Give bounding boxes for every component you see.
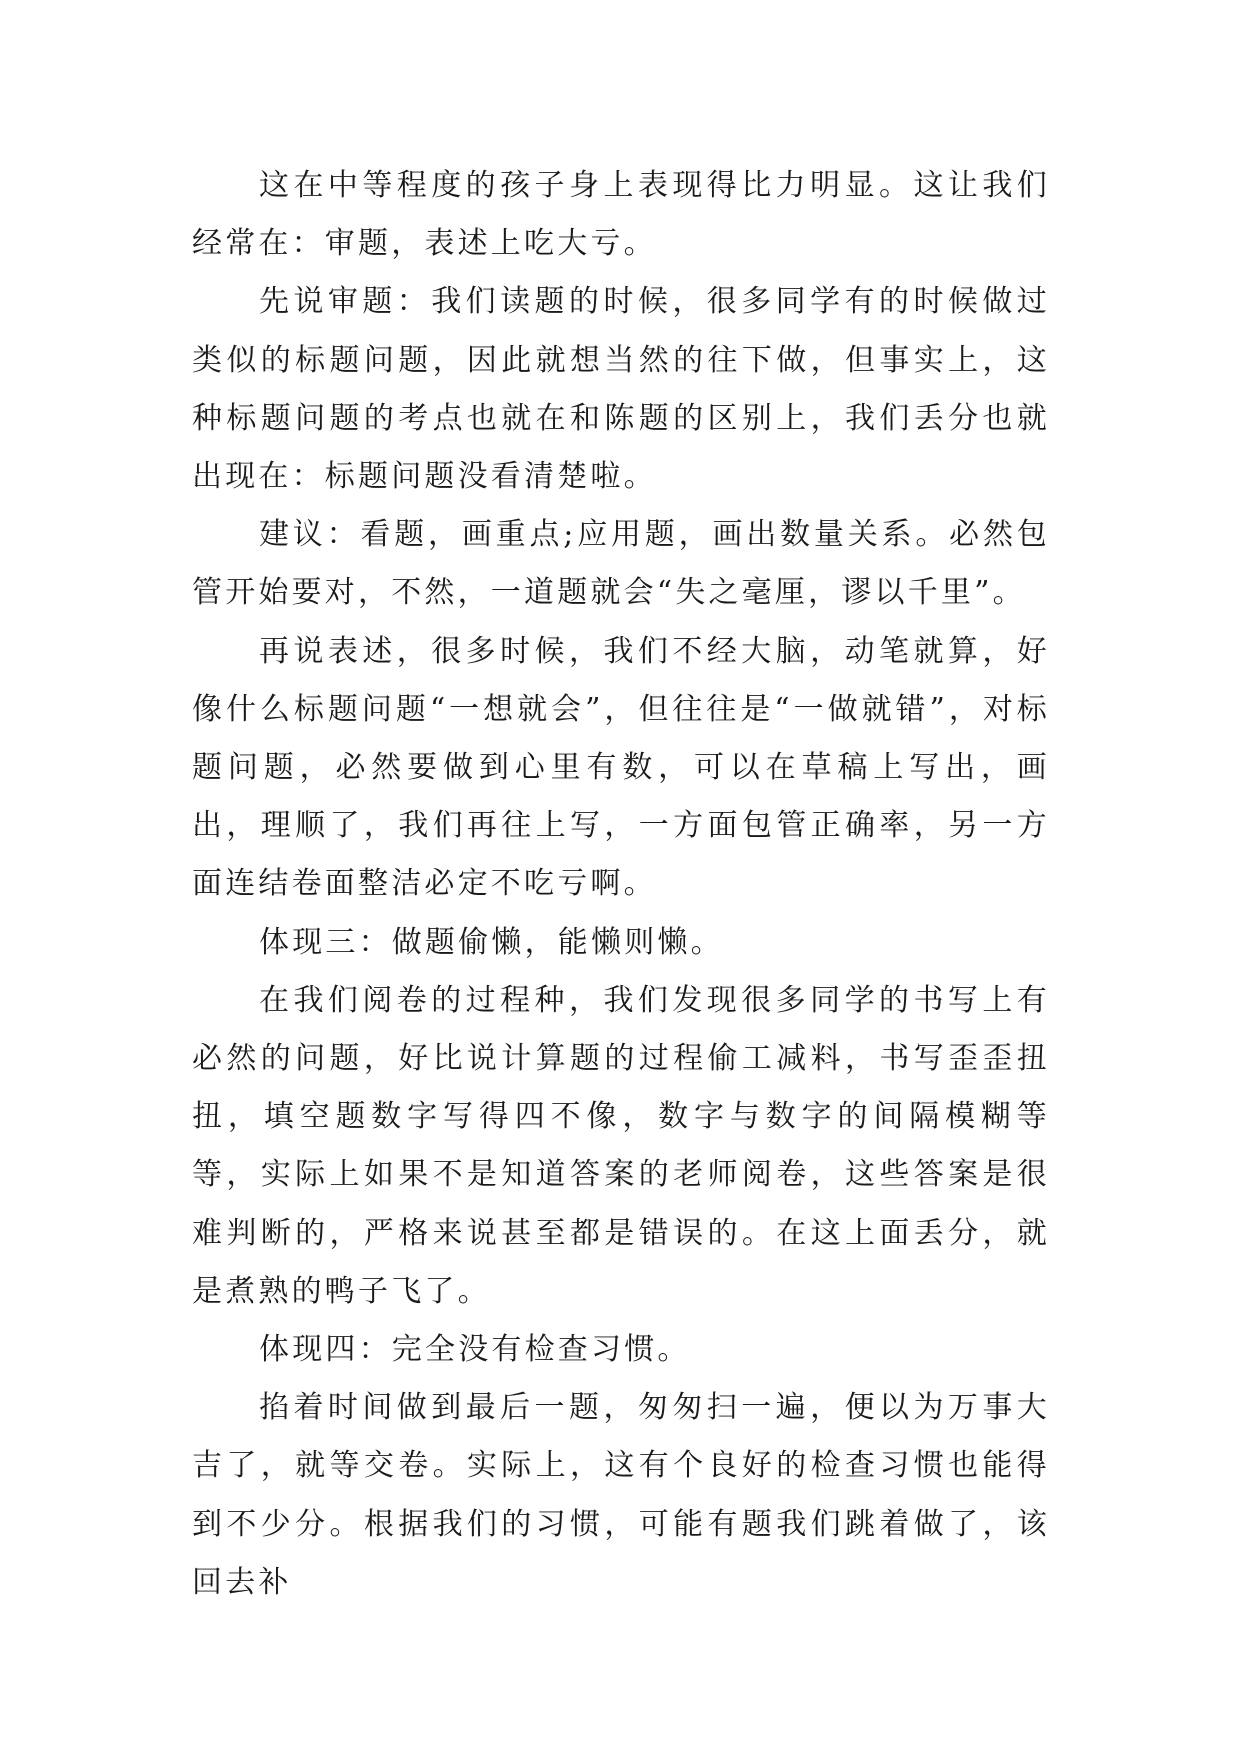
paragraph: 在我们阅卷的过程种，我们发现很多同学的书写上有必然的问题，好比说计算题的过程偷工减料，书写歪歪扭扭，填空题数字写得四不像，数字与数字的间隔模糊等等，实际上如果不是知道答案的老师阅卷，这些答案是很难判断的，严格来说甚至都是错误的。在这上面丢分，就是煮熟的鸭子飞了。 (192, 982, 1050, 1309)
paragraph: 掐着时间做到最后一题，匆匆扫一遍，便以为万事大吉了，就等交卷。实际上，这有个良好的检查习惯也能得到不少分。根据我们的习惯，可能有题我们跳着做了，该回去补 (192, 1390, 1050, 1600)
document-body (192, 157, 1050, 1612)
paragraph: 再说表述，很多时候，我们不经大脑，动笔就算，好像什么标题问题“一想就会”，但往往是“一做就错”，对标题问题，必然要做到心里有数，可以在草稿上写出，画出，理顺了，我们再往上写，一方面包管正确率，另一方面连结卷面整洁必定不吃亏啊。 (192, 633, 1050, 902)
paragraph: 体现四：完全没有检查习惯。 (259, 1332, 691, 1368)
paragraph: 建议：看题，画重点;应用题，画出数量关系。必然包管开始要对，不然，一道题就会“失之毫厘，谬以千里”。 (192, 517, 1050, 611)
paragraph: 体现三：做题偷懒，能懒则懒。 (259, 924, 724, 960)
paragraph: 这在中等程度的孩子身上表现得比力明显。这让我们经常在：审题，表述上吃大亏。 (192, 168, 1050, 262)
paragraph: 先说审题：我们读题的时候，很多同学有的时候做过类似的标题问题，因此就想当然的往下做，但事实上，这种标题问题的考点也就在和陈题的区别上，我们丢分也就出现在：标题问题没看清楚啦。 (192, 284, 1050, 495)
